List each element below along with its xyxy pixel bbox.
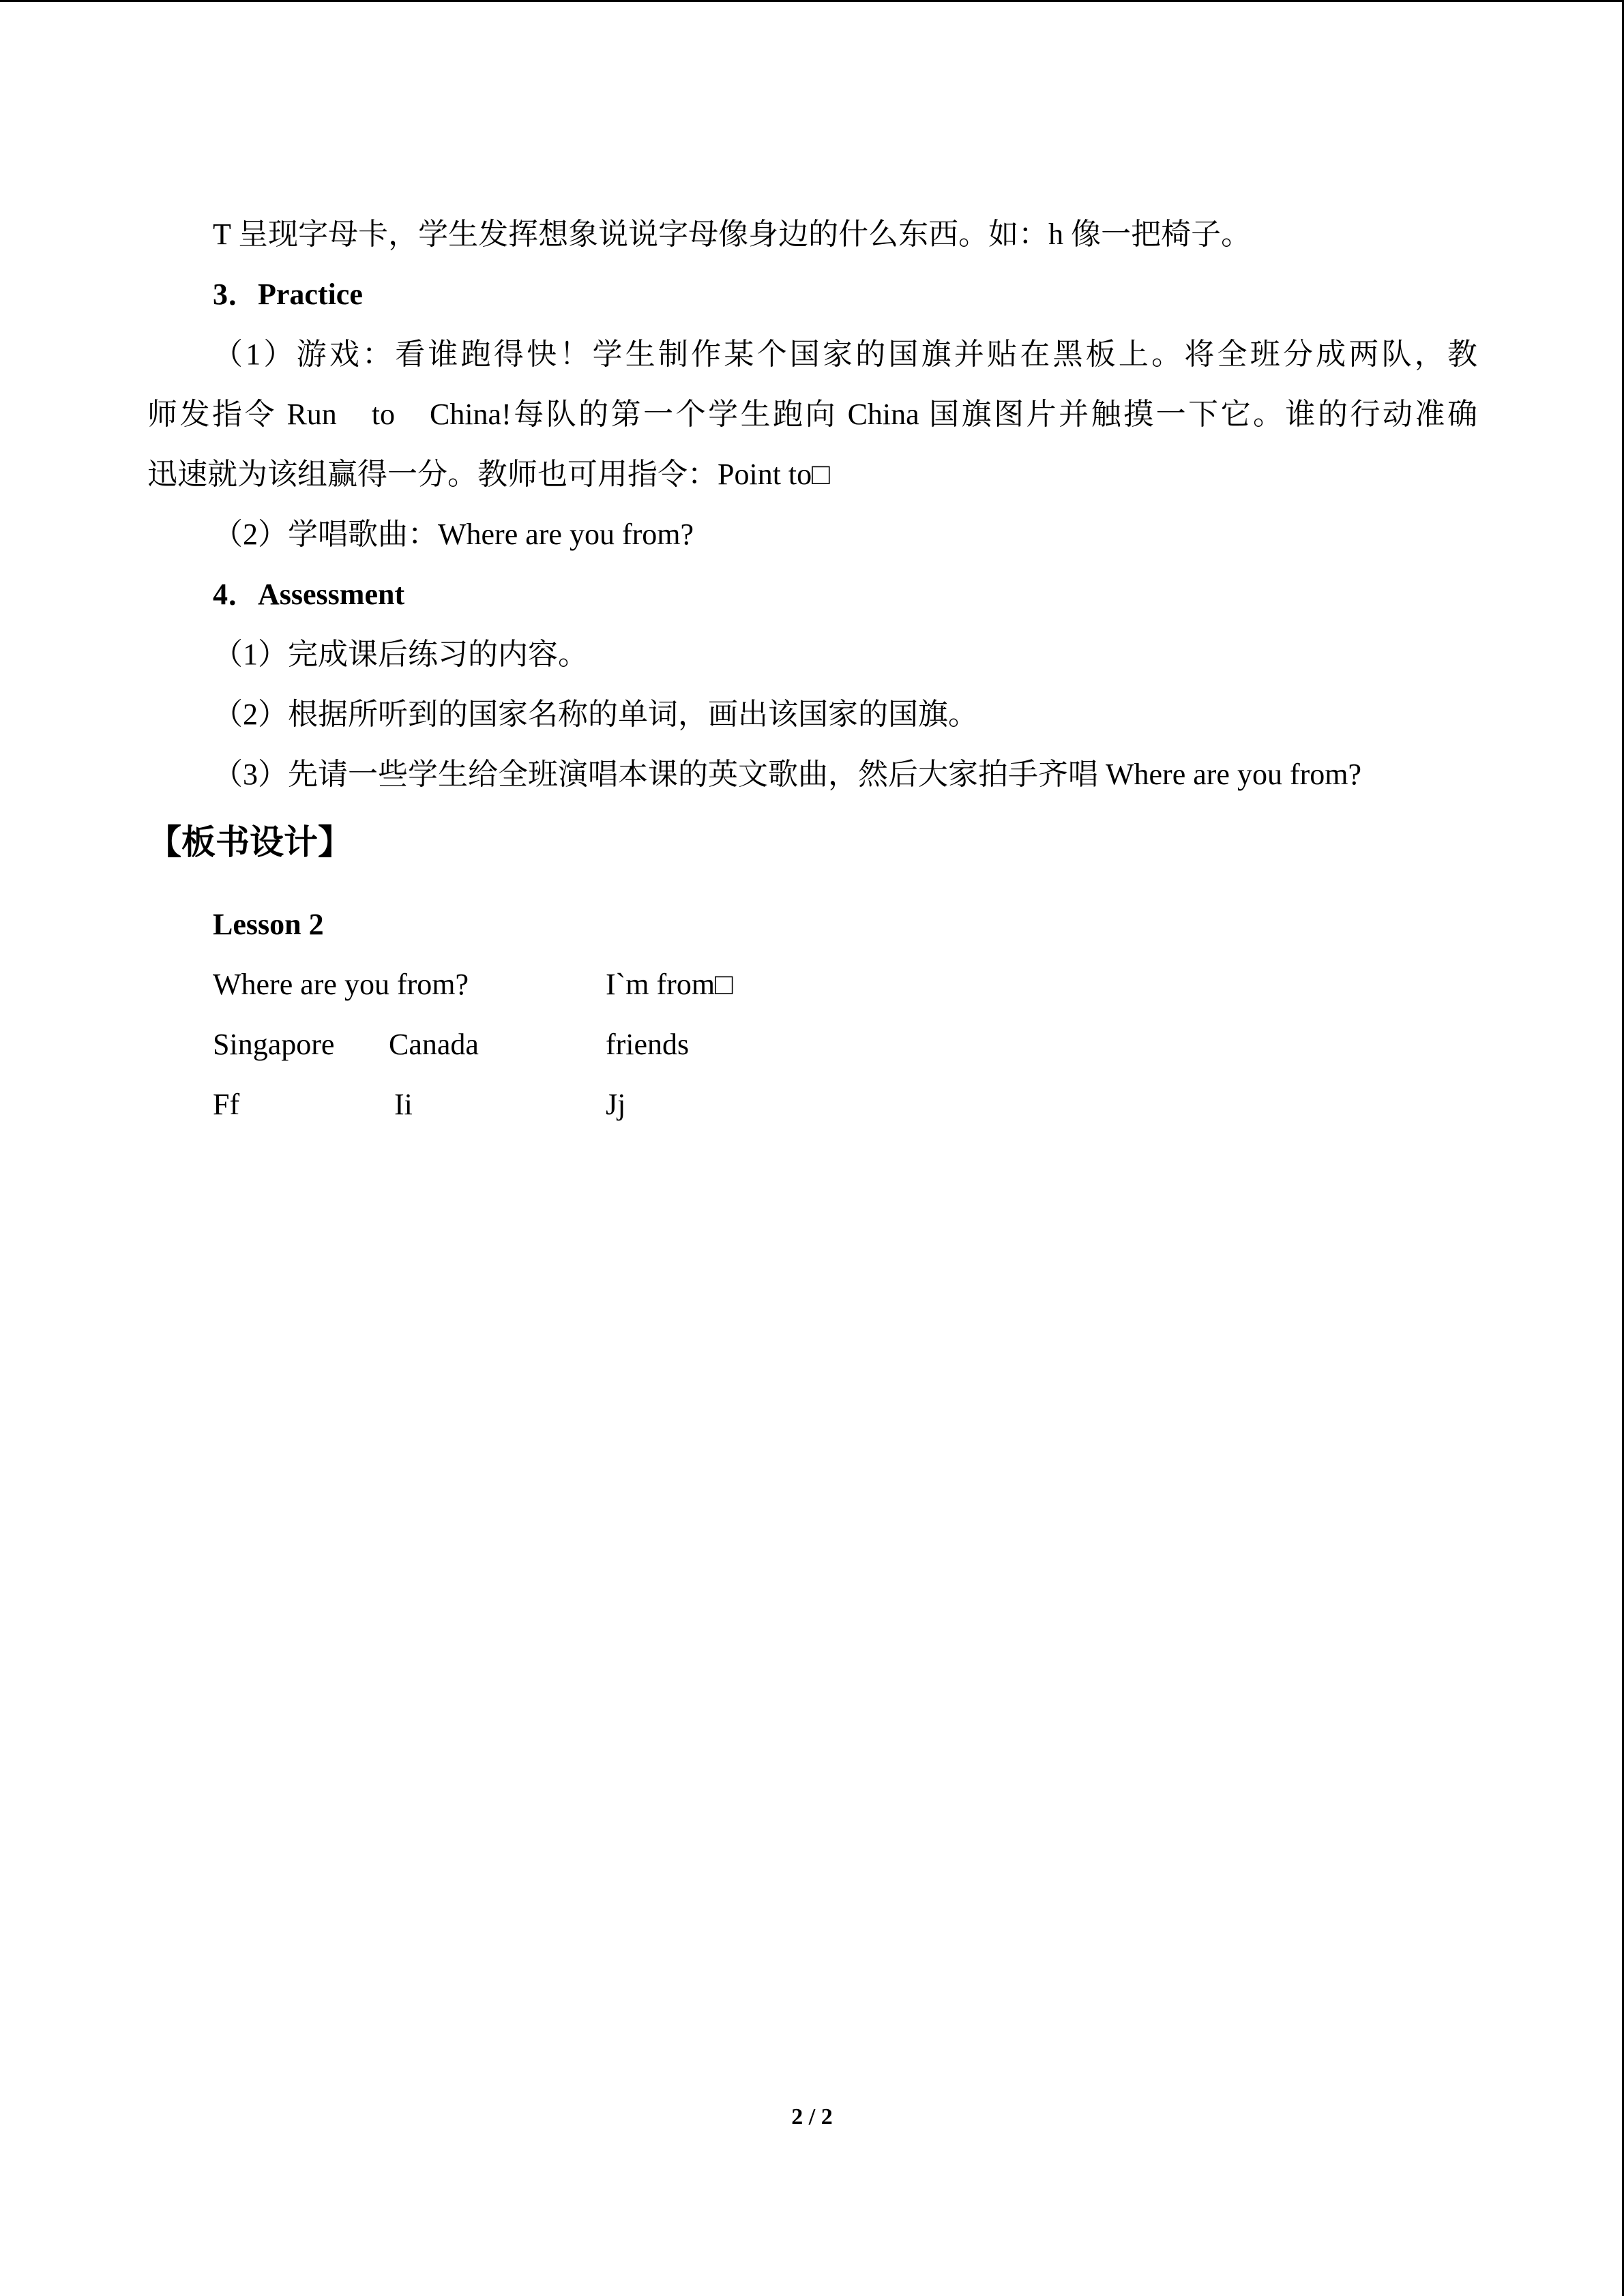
board-design (213, 895, 1031, 1135)
paragraph-song: （2）学唱歌曲：Where are you from? (213, 518, 694, 551)
board-row (213, 1075, 1031, 1135)
board-cell: Ii (394, 1088, 413, 1121)
assessment-item-2: （2）根据所听到的国家名称的单词，画出该国家的国旗。 (213, 698, 978, 731)
board-cell: Jj (606, 1088, 626, 1121)
paragraph-game-line-3: 迅速就为该组赢得一分。教师也可用指令：Point to□ (147, 458, 830, 491)
document-body (147, 205, 1477, 805)
paragraph-game-line-1: （1）游戏：看谁跑得快！学生制作某个国家的国旗并贴在黑板上。将全班分成两队，教 (213, 338, 1477, 371)
board-cell: I`m from□ (606, 968, 733, 1001)
board-row (213, 1015, 1031, 1075)
section-heading-board-design: 【板书设计】 (147, 822, 352, 862)
paragraph-game-line-2: 师发指令 Run to China!每队的第一个学生跑向 China 国旗图片并触摸一下它。谁的行动准确 (147, 398, 1477, 431)
board-cell: Singapore (213, 1028, 335, 1061)
page-number: 2 / 2 (791, 2104, 833, 2130)
heading-assessment: 4．Assessment (213, 578, 405, 611)
heading-practice: 3．Practice (213, 278, 363, 311)
board-cell: Canada (389, 1028, 479, 1061)
board-row (213, 955, 1031, 1015)
board-cell: Ff (213, 1088, 240, 1121)
assessment-item-1: （1）完成课后练习的内容。 (213, 638, 588, 671)
board-title-row (213, 895, 1031, 955)
assessment-item-3: （3）先请一些学生给全班演唱本课的英文歌曲，然后大家拍手齐唱 Where are you from? (213, 758, 1362, 791)
board-title: Lesson 2 (213, 908, 324, 941)
board-cell: Where are you from? (213, 968, 469, 1001)
paragraph-letter-cards: T 呈现字母卡，学生发挥想象说说字母像身边的什么东西。如：h 像一把椅子。 (213, 218, 1252, 251)
board-cell: friends (606, 1028, 690, 1061)
